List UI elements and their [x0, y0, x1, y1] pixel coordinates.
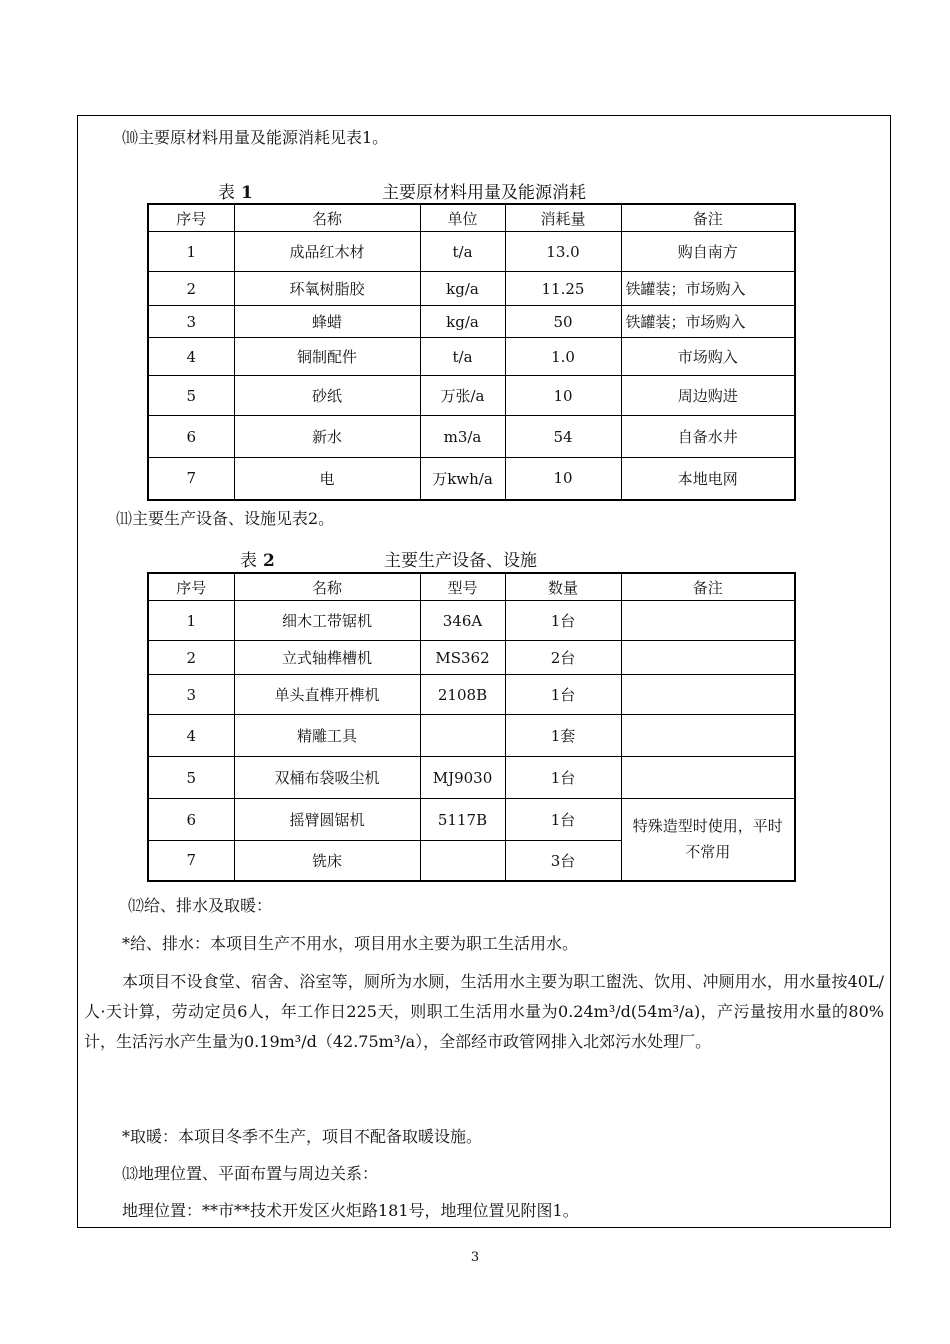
heating-text: *取暖：本项目冬季不生产，项目不配备取暖设施。 — [122, 1127, 483, 1146]
table1-header-cell: 消耗量 — [505, 204, 621, 232]
table-row — [148, 338, 795, 376]
table-cell: 精雕工具 — [234, 715, 420, 757]
table-cell: 万kwh/a — [420, 458, 505, 500]
table-cell: 摇臂圆锯机 — [234, 799, 420, 841]
table-cell: 4 — [148, 715, 234, 757]
table-row — [148, 715, 795, 757]
table-cell: 10 — [505, 458, 621, 500]
table-cell: 2 — [148, 641, 234, 675]
table-cell: 50 — [505, 306, 621, 338]
table-row — [148, 757, 795, 799]
table-row — [148, 232, 795, 272]
table-cell: 1台 — [505, 601, 621, 641]
table-cell: t/a — [420, 232, 505, 272]
table-cell — [621, 641, 795, 675]
table1-header-cell: 单位 — [420, 204, 505, 232]
table-cell: kg/a — [420, 306, 505, 338]
table2-header-row — [148, 573, 795, 601]
table1-number: 1 — [241, 183, 253, 203]
table1-header-cell: 备注 — [621, 204, 795, 232]
table-cell-merged-note: 特殊造型时使用，平时不常用 — [621, 799, 795, 881]
table-cell: kg/a — [420, 272, 505, 306]
table-cell: 双桶布袋吸尘机 — [234, 757, 420, 799]
table-cell: 54 — [505, 416, 621, 458]
table-cell: 2108B — [420, 675, 505, 715]
table-cell: 成品红木材 — [234, 232, 420, 272]
table-cell: 6 — [148, 799, 234, 841]
table1-label: 表 — [218, 183, 235, 203]
table2-number: 2 — [263, 551, 275, 571]
table-cell: 5117B — [420, 799, 505, 841]
table-cell: 购自南方 — [621, 232, 795, 272]
table-cell: 2 — [148, 272, 234, 306]
table-row — [148, 306, 795, 338]
table-cell: 1 — [148, 232, 234, 272]
table-cell: 346A — [420, 601, 505, 641]
table-cell: 铣床 — [234, 841, 420, 881]
table-cell: 万张/a — [420, 376, 505, 416]
table2-header-cell: 型号 — [420, 573, 505, 601]
table-cell: 环氧树脂胶 — [234, 272, 420, 306]
table-row — [148, 799, 795, 841]
table-cell: 13.0 — [505, 232, 621, 272]
table2-header-cell: 数量 — [505, 573, 621, 601]
section-13-text: ⒀地理位置、平面布置与周边关系： — [122, 1164, 379, 1183]
table1-header-cell: 序号 — [148, 204, 234, 232]
table-cell: 1 — [148, 601, 234, 641]
table-cell: 单头直榫开榫机 — [234, 675, 420, 715]
table-cell: MS362 — [420, 641, 505, 675]
table-cell: 4 — [148, 338, 234, 376]
table-cell: 立式轴榫槽机 — [234, 641, 420, 675]
table-cell — [420, 841, 505, 881]
location-text: 地理位置：**市**技术开发区火炬路181号，地理位置见附图1。 — [122, 1201, 579, 1220]
table-cell: 细木工带锯机 — [234, 601, 420, 641]
section-11-text: ⑾主要生产设备、设施见表2。 — [116, 509, 335, 528]
table2-title: 主要生产设备、设施 — [384, 551, 537, 571]
table-cell: 1台 — [505, 757, 621, 799]
table-cell: t/a — [420, 338, 505, 376]
table2-header-cell: 序号 — [148, 573, 234, 601]
table-cell: 11.25 — [505, 272, 621, 306]
table-cell: 自备水井 — [621, 416, 795, 458]
table-cell: 1台 — [505, 799, 621, 841]
table-cell: MJ9030 — [420, 757, 505, 799]
table-row — [148, 416, 795, 458]
table1-title: 主要原材料用量及能源消耗 — [382, 183, 586, 203]
table-cell: 铜制配件 — [234, 338, 420, 376]
table-cell: 铁罐装；市场购入 — [621, 306, 795, 338]
table-row — [148, 458, 795, 500]
table-cell: 1.0 — [505, 338, 621, 376]
table-row — [148, 376, 795, 416]
table-cell: 本地电网 — [621, 458, 795, 500]
table-cell: 市场购入 — [621, 338, 795, 376]
section-10-text: ⑽主要原材料用量及能源消耗见表1。 — [122, 128, 389, 147]
table-cell: 7 — [148, 841, 234, 881]
table-row — [148, 675, 795, 715]
page-number: 3 — [470, 1250, 480, 1265]
table-cell: 1套 — [505, 715, 621, 757]
table-cell: 周边购进 — [621, 376, 795, 416]
water-paragraph: 本项目不设食堂、宿舍、浴室等，厕所为水厕，生活用水主要为职工盥洗、饮用、冲厕用水，用水量按40L/人·天计算，劳动定员6人，年工作日225天，则职工生活用水量为0.24m³/d(54m³/a)，产污量按用水量的80%计，生活污水产生量为0.19m³/d（42.75m³/a），全部经市政管网排入北郊污水处理厂。 — [84, 972, 884, 1051]
table1-header-cell: 名称 — [234, 204, 420, 232]
table-row — [148, 601, 795, 641]
water-heading: *给、排水：本项目生产不用水，项目用水主要为职工生活用水。 — [122, 934, 579, 953]
table2-caption — [240, 546, 275, 571]
table-cell: 电 — [234, 458, 420, 500]
table-row — [148, 272, 795, 306]
table-cell: 3 — [148, 306, 234, 338]
table-row — [148, 641, 795, 675]
table-cell: 2台 — [505, 641, 621, 675]
table-cell: 蜂蜡 — [234, 306, 420, 338]
table-cell: 铁罐装；市场购入 — [621, 272, 795, 306]
table-cell — [621, 601, 795, 641]
table-cell — [621, 675, 795, 715]
table-cell: 新水 — [234, 416, 420, 458]
table-cell — [621, 715, 795, 757]
table1-header-row — [148, 204, 795, 232]
table1-caption — [218, 178, 253, 203]
table2-header-cell: 备注 — [621, 573, 795, 601]
table-cell: 5 — [148, 757, 234, 799]
table-cell: 砂纸 — [234, 376, 420, 416]
table-cell — [621, 757, 795, 799]
table-cell — [420, 715, 505, 757]
table-cell: 5 — [148, 376, 234, 416]
table-cell: m3/a — [420, 416, 505, 458]
table-cell: 3台 — [505, 841, 621, 881]
table-cell: 3 — [148, 675, 234, 715]
table-cell: 7 — [148, 458, 234, 500]
table2-label: 表 — [240, 551, 257, 571]
table2 — [147, 572, 796, 882]
section-12-text: ⑿给、排水及取暖： — [128, 896, 273, 915]
table-cell: 6 — [148, 416, 234, 458]
table1 — [147, 203, 796, 501]
table2-header-cell: 名称 — [234, 573, 420, 601]
table-cell: 10 — [505, 376, 621, 416]
table-cell: 1台 — [505, 675, 621, 715]
